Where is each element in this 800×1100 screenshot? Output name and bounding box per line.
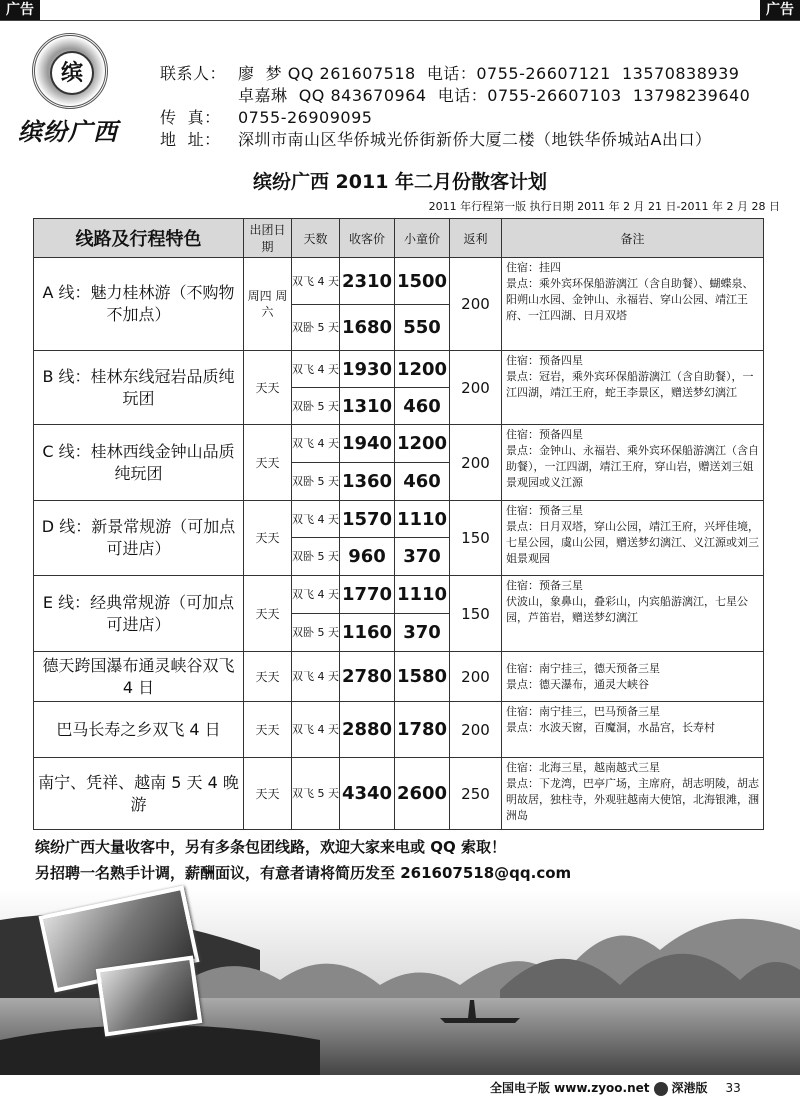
ad-tag-right: 广告 <box>760 0 800 20</box>
adult-price: 1360 <box>340 463 395 501</box>
header-adult-price: 收客价 <box>340 219 395 258</box>
trip-days: 双卧 5 天 <box>292 614 340 652</box>
table-row <box>34 758 764 830</box>
adult-price: 1160 <box>340 614 395 652</box>
table-row <box>34 576 764 614</box>
child-price: 370 <box>395 538 450 576</box>
page-number: 33 <box>725 1081 741 1095</box>
contact-phone[interactable]: 0755-26607103 <box>487 86 622 105</box>
header-days: 天数 <box>292 219 340 258</box>
trip-days: 双飞 4 天 <box>292 258 340 305</box>
trip-days: 双飞 4 天 <box>292 652 340 702</box>
rebate: 200 <box>450 258 502 351</box>
address-label: 地 址： <box>160 130 221 149</box>
footer-site[interactable]: 全国电子版 www.zyoo.net <box>490 1081 650 1095</box>
departure-days: 天天 <box>244 758 292 830</box>
child-price: 1200 <box>395 351 450 388</box>
departure-days: 周四 周六 <box>244 258 292 351</box>
child-price: 370 <box>395 614 450 652</box>
phone-label: 电话： <box>437 86 488 105</box>
trip-days: 双飞 4 天 <box>292 425 340 463</box>
departure-days: 天天 <box>244 425 292 501</box>
child-price: 1200 <box>395 425 450 463</box>
note: 住宿：挂四 景点：乘外宾环保船游漓江（含自助餐）、蝴蝶泉、阳朔山水园、金钟山、永福岩、穿山公园、靖江王府、一江四湖、日月双塔 <box>502 258 764 351</box>
trip-days: 双飞 5 天 <box>292 758 340 830</box>
child-price: 2600 <box>395 758 450 830</box>
footer-note: 缤纷广西大量收客中，另有多条包团线路，欢迎大家来电或 QQ 索取！ <box>35 838 506 856</box>
fax-line <box>160 105 372 128</box>
contact-name: 廖 梦 <box>238 64 283 83</box>
departure-days: 天天 <box>244 576 292 652</box>
fax-number: 0755-26909095 <box>238 108 373 127</box>
departure-days: 天天 <box>244 501 292 576</box>
itinerary-table <box>33 218 764 830</box>
trip-days: 双飞 4 天 <box>292 501 340 538</box>
adult-price: 1770 <box>340 576 395 614</box>
page-title: 缤纷广西 2011 年二月份散客计划 <box>252 171 548 193</box>
child-price: 1580 <box>395 652 450 702</box>
adult-price: 2310 <box>340 258 395 305</box>
contact-line-1 <box>160 61 739 84</box>
header-departure: 出团日期 <box>244 219 292 258</box>
page-footer <box>490 1079 741 1096</box>
child-price: 460 <box>395 388 450 425</box>
note: 住宿：预备四星 景点：冠岩，乘外宾环保船游漓江（含自助餐），一江四湖，靖江王府，蛇王李景区，赠送梦幻漓江 <box>502 351 764 425</box>
departure-days: 天天 <box>244 702 292 758</box>
note: 住宿：南宁挂三，德天预备三星 景点：德天瀑布，通灵大峡谷 <box>502 652 764 702</box>
departure-days: 天天 <box>244 351 292 425</box>
logo-text: 缤纷广西 <box>18 117 118 146</box>
route-name: 南宁、凭祥、越南 5 天 4 晚游 <box>34 758 244 830</box>
contact-qq[interactable]: QQ 261607518 <box>287 64 416 83</box>
adult-price: 2780 <box>340 652 395 702</box>
header-route: 线路及行程特色 <box>34 219 244 258</box>
contact-mobile[interactable]: 13570838939 <box>621 64 740 83</box>
rebate: 150 <box>450 576 502 652</box>
child-price: 550 <box>395 305 450 351</box>
table-row <box>34 501 764 538</box>
adult-price: 960 <box>340 538 395 576</box>
adult-price: 1570 <box>340 501 395 538</box>
rebate: 200 <box>450 351 502 425</box>
adult-price: 1680 <box>340 305 395 351</box>
contact-line-2 <box>160 83 750 106</box>
logo-emblem <box>32 33 108 109</box>
header-child-price: 小童价 <box>395 219 450 258</box>
trip-days: 双飞 4 天 <box>292 351 340 388</box>
page-subtitle: 2011 年行程第一版 执行日期 2011 年 2 月 21 日-2011 年 2 月 28 日 <box>428 200 780 213</box>
route-name: E 线：经典常规游（可加点可进店） <box>34 576 244 652</box>
table-row <box>34 425 764 463</box>
adult-price: 1940 <box>340 425 395 463</box>
rebate: 200 <box>450 702 502 758</box>
logo-icon <box>654 1082 668 1096</box>
table-row <box>34 258 764 305</box>
route-name: A 线：魅力桂林游（不购物不加点） <box>34 258 244 351</box>
adult-price: 1930 <box>340 351 395 388</box>
departure-days: 天天 <box>244 652 292 702</box>
rebate: 150 <box>450 501 502 576</box>
table-header-row <box>34 219 764 258</box>
adult-price: 1310 <box>340 388 395 425</box>
ad-tag-left: 广告 <box>0 0 40 20</box>
note: 住宿：预备四星 景点：金钟山、永福岩、乘外宾环保船游漓江（含自助餐），一江四湖，靖江王府，穿山岩，赠送刘三姐景观园或义江源 <box>502 425 764 501</box>
table-row <box>34 351 764 388</box>
header-note: 备注 <box>502 219 764 258</box>
note: 住宿：南宁挂三，巴马预备三星 景点：水波天窗，百魔洞，水晶宫，长寿村 <box>502 702 764 758</box>
child-price: 460 <box>395 463 450 501</box>
phone-label: 电话： <box>426 64 477 83</box>
address-line <box>160 127 711 150</box>
rebate: 200 <box>450 425 502 501</box>
note: 住宿：北海三星，越南越式三星 景点：下龙湾，巴亭广场，主席府，胡志明陵，胡志明故居，独柱寺，外观驻越南大使馆，北海银滩，涠洲岛 <box>502 758 764 830</box>
table-row <box>34 652 764 702</box>
child-price: 1500 <box>395 258 450 305</box>
adult-price: 2880 <box>340 702 395 758</box>
contact-phone[interactable]: 0755-26607121 <box>476 64 611 83</box>
raft <box>440 1018 520 1023</box>
trip-days: 双卧 5 天 <box>292 305 340 351</box>
trip-days: 双卧 5 天 <box>292 388 340 425</box>
contact-mobile[interactable]: 13798239640 <box>632 86 751 105</box>
contact-name: 卓嘉琳 <box>238 86 288 105</box>
footer-edition: 深港版 <box>671 1081 708 1095</box>
route-name: B 线：桂林东线冠岩品质纯玩团 <box>34 351 244 425</box>
note: 住宿：预备三星 景点：日月双塔，穿山公园，靖江王府，兴坪佳境，七星公园，虞山公园，赠送梦幻漓江、义江源或刘三姐景观园 <box>502 501 764 576</box>
route-name: 巴马长寿之乡双飞 4 日 <box>34 702 244 758</box>
route-name: D 线：新景常规游（可加点可进店） <box>34 501 244 576</box>
trip-days: 双卧 5 天 <box>292 538 340 576</box>
trip-days: 双卧 5 天 <box>292 463 340 501</box>
fax-label: 传 真： <box>160 108 221 127</box>
child-price: 1110 <box>395 576 450 614</box>
trip-days: 双飞 4 天 <box>292 576 340 614</box>
child-price: 1110 <box>395 501 450 538</box>
photo-karst-river <box>96 956 203 1037</box>
rebate: 250 <box>450 758 502 830</box>
route-name: C 线：桂林西线金钟山品质纯玩团 <box>34 425 244 501</box>
child-price: 1780 <box>395 702 450 758</box>
rebate: 200 <box>450 652 502 702</box>
top-divider <box>0 20 800 21</box>
contact-qq[interactable]: QQ 843670964 <box>298 86 427 105</box>
note: 住宿：预备三星 伏波山，象鼻山，叠彩山，内宾船游漓江，七星公园，芦笛岩，赠送梦幻漓江 <box>502 576 764 652</box>
route-name: 德天跨国瀑布通灵峡谷双飞 4 日 <box>34 652 244 702</box>
recruit-note: 另招聘一名熟手计调，薪酬面议，有意者请将简历发至 261607518@qq.com <box>35 864 572 882</box>
logo-mark: 缤 <box>50 51 94 95</box>
header-rebate: 返利 <box>450 219 502 258</box>
adult-price: 4340 <box>340 758 395 830</box>
contact-label: 联系人： <box>160 64 227 83</box>
trip-days: 双飞 4 天 <box>292 702 340 758</box>
table-row <box>34 702 764 758</box>
address-text: 深圳市南山区华侨城光侨街新侨大厦二楼（地铁华侨城站A出口） <box>238 130 712 149</box>
